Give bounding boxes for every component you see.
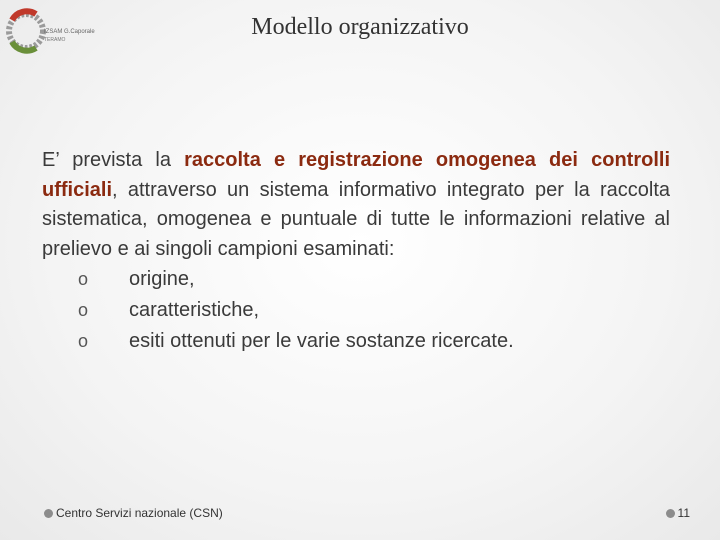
- list-item-text: origine,: [129, 268, 195, 290]
- slide-title: Modello organizzativo: [251, 14, 469, 40]
- footer-label: Centro Servizi nazionale (CSN): [56, 506, 223, 520]
- list-item: [42, 326, 670, 357]
- logo-subtext: TERAMO: [44, 37, 66, 43]
- page-dot-icon: [666, 509, 675, 518]
- list-item: [42, 295, 670, 326]
- slide-body: [42, 146, 670, 357]
- footer: [44, 506, 223, 520]
- bullet-list: [42, 264, 670, 357]
- paragraph-intro: E’ prevista la: [42, 149, 185, 171]
- paragraph-emphasis: raccolta e registrazione omogenea dei controlli ufficiali: [42, 149, 670, 201]
- list-item-text: caratteristiche,: [129, 299, 260, 321]
- bullet-marker: o: [78, 300, 89, 320]
- list-item-text: esiti ottenuti per le varie sostanze ricercate.: [129, 330, 514, 352]
- logo-text: IZSAM G.Caporale: [44, 29, 95, 35]
- bullet-marker: o: [78, 269, 89, 289]
- page-number: [666, 506, 690, 520]
- list-item: [42, 264, 670, 295]
- paragraph-rest: , attraverso un sistema informativo integrato per la raccolta sistematica, omogenea e puntuale di tutte le informazioni relative al prelievo e ai singoli campioni esaminati:: [42, 178, 670, 260]
- page-number-value: 11: [677, 506, 690, 520]
- bullet-marker: o: [78, 331, 89, 351]
- footer-dot-icon: [44, 509, 53, 518]
